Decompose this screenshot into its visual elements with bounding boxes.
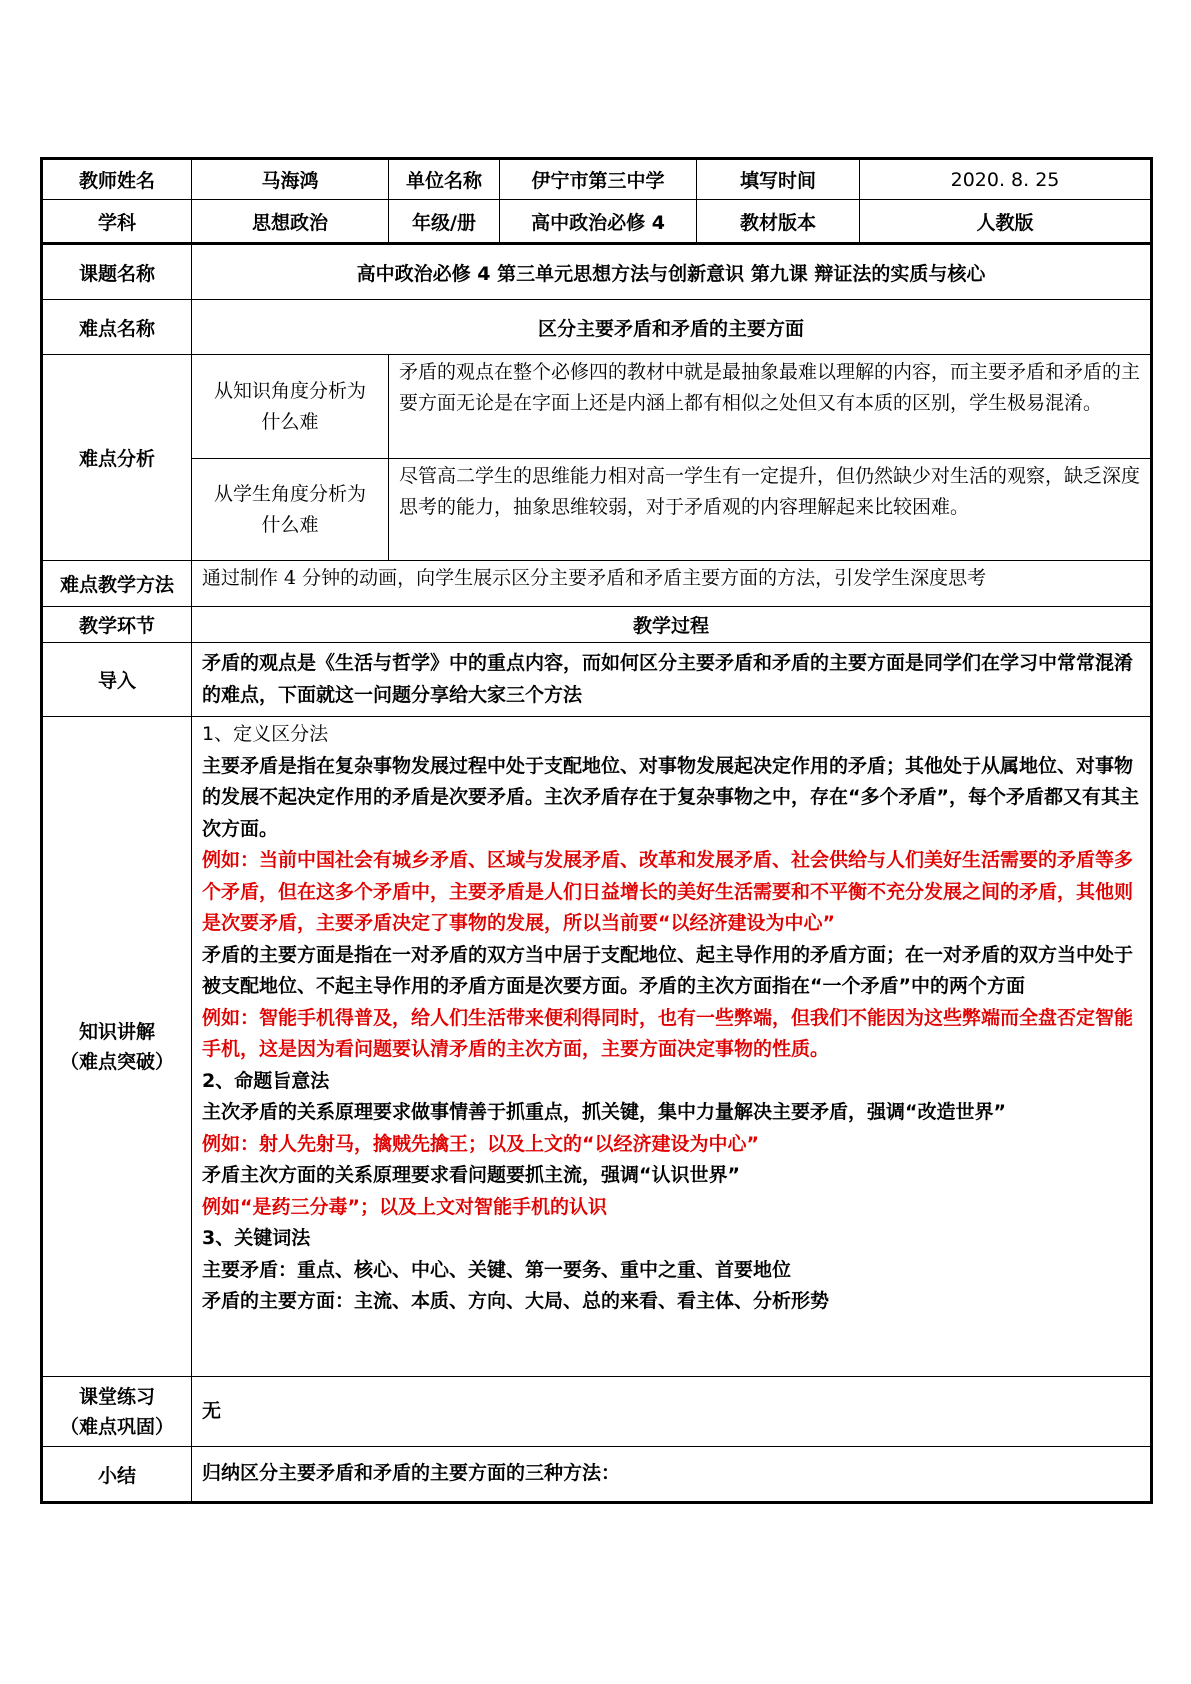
difficulty-label: 难点名称: [42, 300, 192, 355]
method1-heading: 1、定义区分法: [202, 723, 329, 745]
knowledge-label-line2: （难点突破）: [59, 1050, 174, 1073]
analysis-row-knowledge: [42, 355, 1152, 459]
method2-text2: 矛盾主次方面的关系原理要求看问题要抓主流，强调“认识世界”: [202, 1164, 740, 1186]
method1-text2: 矛盾的主要方面是指在一对矛盾的双方当中居于支配地位、起主导作用的矛盾方面；在一对矛盾的双方当中处于被支配地位、不起主导作用的矛盾方面是次要方面。矛盾的主次方面指在“一个矛盾”中的两个方面: [202, 943, 1134, 997]
summary-value: 归纳区分主要矛盾和矛盾的主要方面的三种方法：: [192, 1447, 1152, 1503]
intro-row: [42, 643, 1152, 717]
header-row-1: [42, 159, 1152, 200]
summary-row: [42, 1447, 1152, 1503]
method1-example: 例如：当前中国社会有城乡矛盾、区域与发展矛盾、改革和发展矛盾、社会供给与人们美好生活需要的矛盾等多个矛盾，但在这多个矛盾中，主要矛盾是人们日益增长的美好生活需要和不平衡不充分发展之间的矛盾，其他则是次要矛盾，主要矛盾决定了事物的发展，所以当前要“以经济建设为中心”: [202, 849, 1134, 934]
lesson-plan-document: [40, 157, 1150, 1504]
knowledge-angle-text: 矛盾的观点在整个必修四的教材中就是最抽象最难以理解的内容，而主要矛盾和矛盾的主要方面无论是在字面上还是内涵上都有相似之处但又有本质的区别，学生极易混淆。: [389, 355, 1152, 459]
subject-value: 思想政治: [192, 200, 389, 244]
teacher-label: 教师姓名: [42, 159, 192, 200]
lesson-plan-table: [40, 157, 1153, 1504]
knowledge-label-line1: 知识讲解: [78, 1020, 155, 1043]
date-value: 2020. 8. 25: [860, 159, 1152, 200]
method-row: [42, 561, 1152, 607]
grade-value: 高中政治必修 4: [500, 200, 697, 244]
method3-text: 主要矛盾：重点、核心、中心、关键、第一要务、重中之重、首要地位: [202, 1258, 792, 1281]
practice-label-line1: 课堂练习: [78, 1385, 155, 1408]
edition-label: 教材版本: [697, 200, 860, 244]
difficulty-row: [42, 300, 1152, 355]
intro-label: 导入: [42, 643, 192, 717]
unit-label: 单位名称: [389, 159, 500, 200]
method1-text: 主要矛盾是指在复杂事物发展过程中处于支配地位、对事物发展起决定作用的矛盾；其他处于从属地位、对事物的发展不起决定作用的矛盾是次要矛盾。主次矛盾存在于复杂事物之中，存在“多个矛盾”，每个矛盾都又有其主次方面。: [202, 754, 1139, 840]
topic-row: [42, 244, 1152, 300]
summary-label: 小结: [42, 1447, 192, 1503]
subject-label: 学科: [42, 200, 192, 244]
student-angle-text: 尽管高二学生的思维能力相对高一学生有一定提升，但仍然缺少对生活的观察，缺乏深度思考的能力，抽象思维较弱，对于矛盾观的内容理解起来比较困难。: [389, 459, 1152, 561]
method3-text2: 矛盾的主要方面：主流、本质、方向、大局、总的来看、看主体、分析形势: [202, 1290, 830, 1312]
analysis-label: 难点分析: [42, 355, 192, 561]
topic-label: 课题名称: [42, 244, 192, 300]
method-label: 难点教学方法: [42, 561, 192, 607]
method2-example: 例如：射人先射马，擒贼先擒王；以及上文的“以经济建设为中心”: [202, 1132, 759, 1155]
unit-value: 伊宁市第三中学: [500, 159, 697, 200]
practice-value: 无: [192, 1377, 1152, 1447]
practice-label: [42, 1377, 192, 1447]
knowledge-row: [42, 717, 1152, 1377]
student-angle-label: 从学生角度分析为什么难: [192, 459, 389, 561]
method3-heading: 3、关键词法: [202, 1227, 311, 1249]
method-value: 通过制作 4 分钟的动画，向学生展示区分主要矛盾和矛盾主要方面的方法，引发学生深度思考: [192, 561, 1152, 607]
method2-example2: 例如“是药三分毒”；以及上文对智能手机的认识: [202, 1195, 607, 1218]
knowledge-angle-label: 从知识角度分析为什么难: [192, 355, 389, 459]
topic-value: 高中政治必修 4 第三单元思想方法与创新意识 第九课 辩证法的实质与核心: [192, 244, 1152, 300]
edition-value: 人教版: [860, 200, 1152, 244]
method2-heading: 2、命题旨意法: [202, 1069, 330, 1092]
practice-label-line2: （难点巩固）: [59, 1415, 174, 1438]
process-label: 教学环节: [42, 607, 192, 643]
difficulty-value: 区分主要矛盾和矛盾的主要方面: [192, 300, 1152, 355]
process-value: 教学过程: [192, 607, 1152, 643]
knowledge-content: [192, 717, 1152, 1377]
process-header-row: [42, 607, 1152, 643]
date-label: 填写时间: [697, 159, 860, 200]
header-row-2: [42, 200, 1152, 244]
intro-value: 矛盾的观点是《生活与哲学》中的重点内容，而如何区分主要矛盾和矛盾的主要方面是同学们在学习中常常混淆的难点，下面就这一问题分享给大家三个方法: [192, 643, 1152, 717]
teacher-value: 马海鸿: [192, 159, 389, 200]
analysis-row-student: [42, 459, 1152, 561]
method2-text: 主次矛盾的关系原理要求做事情善于抓重点，抓关键，集中力量解决主要矛盾，强调“改造世界”: [202, 1101, 1006, 1123]
grade-label: 年级/册: [389, 200, 500, 244]
knowledge-label: [42, 717, 192, 1377]
practice-row: [42, 1377, 1152, 1447]
method1-example2: 例如：智能手机得普及，给人们生活带来便利得同时，也有一些弊端，但我们不能因为这些弊端而全盘否定智能手机，这是因为看问题要认清矛盾的主次方面，主要方面决定事物的性质。: [202, 1006, 1134, 1060]
